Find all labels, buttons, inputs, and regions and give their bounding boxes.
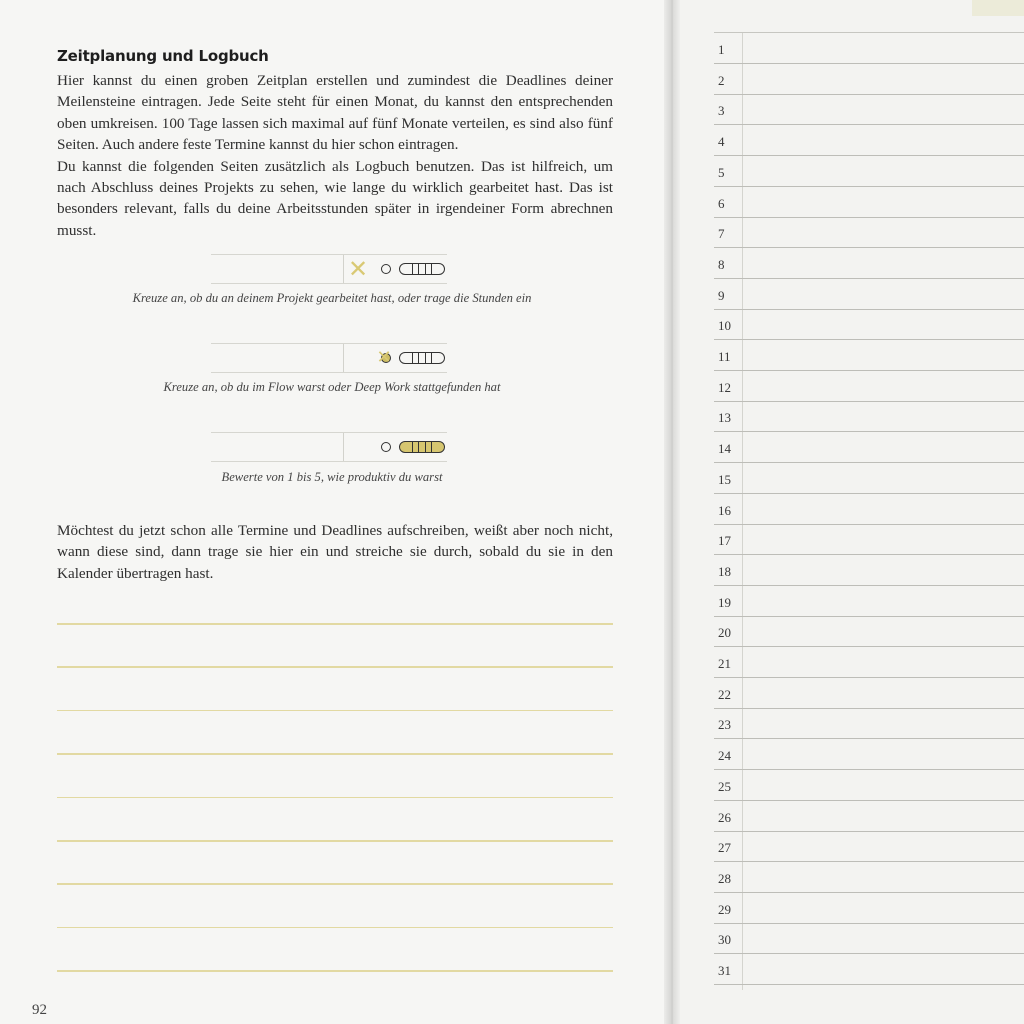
day-number: 29 bbox=[718, 901, 731, 917]
day-number: 28 bbox=[718, 870, 731, 886]
day-number: 10 bbox=[718, 318, 731, 334]
rating-scale-icon bbox=[399, 352, 445, 364]
calendar-day-row[interactable] bbox=[714, 65, 1024, 95]
calendar-day-row[interactable] bbox=[714, 464, 1024, 494]
calendar-day-row[interactable] bbox=[714, 341, 1024, 371]
example-rating bbox=[211, 432, 451, 462]
calendar-day-row[interactable] bbox=[714, 372, 1024, 402]
calendar-day-row[interactable] bbox=[714, 771, 1024, 801]
intro-text bbox=[57, 70, 613, 241]
calendar-day-row[interactable] bbox=[714, 863, 1024, 893]
day-number: 18 bbox=[718, 563, 731, 579]
cross-mark-icon: ✕ bbox=[376, 347, 392, 368]
rating-scale-icon bbox=[399, 263, 445, 275]
calendar-day-row[interactable] bbox=[714, 402, 1024, 432]
calendar-day-row[interactable] bbox=[714, 525, 1024, 555]
calendar-day-row[interactable] bbox=[714, 894, 1024, 924]
day-number: 1 bbox=[718, 42, 725, 57]
day-number: 27 bbox=[718, 840, 731, 856]
example-line bbox=[211, 372, 447, 373]
example-line bbox=[211, 343, 447, 344]
day-number: 31 bbox=[718, 963, 731, 978]
example-line bbox=[211, 283, 447, 284]
calendar-day-row[interactable] bbox=[714, 433, 1024, 463]
calendar-top-line bbox=[714, 32, 1024, 33]
intro-paragraph-1: Hier kannst du einen groben Zeitplan erstellen und zumindest die Deadlines deiner Meilensteine eintragen. Jede Seite steht für einen Monat, du kannst den entsprechenden oben umkreisen. 100 Tage lassen sich maximal auf fünf Monate verteilen, es sind also fünf Seiten. Auch andere feste Termine kannst du hier schon eintragen. bbox=[57, 72, 613, 154]
writing-line[interactable] bbox=[57, 710, 613, 712]
day-number: 4 bbox=[718, 134, 725, 150]
day-number: 14 bbox=[718, 441, 731, 457]
flow-circle-icon bbox=[381, 442, 391, 452]
writing-line[interactable] bbox=[57, 666, 613, 668]
example-divider bbox=[343, 344, 344, 372]
day-number: 13 bbox=[718, 410, 731, 426]
calendar-day-row[interactable] bbox=[714, 157, 1024, 187]
day-number: 20 bbox=[718, 625, 731, 641]
flow-circle-icon bbox=[381, 264, 391, 274]
calendar-day-row[interactable] bbox=[714, 709, 1024, 739]
day-number: 16 bbox=[718, 502, 731, 518]
example-line bbox=[211, 461, 447, 462]
calendar-day-row[interactable] bbox=[714, 495, 1024, 525]
example-flow bbox=[211, 343, 451, 373]
calendar-day-row[interactable] bbox=[714, 802, 1024, 832]
day-number: 3 bbox=[718, 103, 725, 119]
example-line bbox=[211, 254, 447, 255]
deadlines-text: Möchtest du jetzt schon alle Termine und Deadlines aufschreiben, weißt aber noch nicht, wann diese sind, dann trage sie hier ein und streiche sie durch, sobald du sie in den Kalender übertragen hast. bbox=[57, 522, 613, 582]
day-number: 24 bbox=[718, 748, 731, 764]
day-number: 8 bbox=[718, 256, 725, 272]
example-caption: Kreuze an, ob du an deinem Projekt gearbeitet hast, oder trage die Stunden ein bbox=[132, 291, 532, 305]
calendar-day-row[interactable] bbox=[714, 556, 1024, 586]
calendar-day-row[interactable] bbox=[714, 249, 1024, 279]
rating-scale-icon bbox=[399, 441, 445, 453]
day-number: 15 bbox=[718, 471, 731, 487]
calendar-day-row[interactable] bbox=[714, 587, 1024, 617]
calendar-day-row[interactable] bbox=[714, 924, 1024, 954]
writing-line[interactable] bbox=[57, 927, 613, 929]
writing-line[interactable] bbox=[57, 797, 613, 799]
calendar-day-row[interactable] bbox=[714, 310, 1024, 340]
calendar-day-row[interactable] bbox=[714, 126, 1024, 156]
book-gutter bbox=[664, 0, 680, 1024]
page-title: Zeitplanung und Logbuch bbox=[57, 47, 269, 65]
cross-mark-icon: ✕ bbox=[347, 255, 369, 283]
calendar-day-row[interactable] bbox=[714, 617, 1024, 647]
day-number: 30 bbox=[718, 932, 731, 948]
day-number: 25 bbox=[718, 778, 731, 794]
writing-line[interactable] bbox=[57, 623, 613, 625]
day-number: 12 bbox=[718, 379, 731, 395]
day-number: 2 bbox=[718, 72, 725, 88]
writing-line[interactable] bbox=[57, 840, 613, 842]
writing-line[interactable] bbox=[57, 970, 613, 972]
calendar-day-row[interactable] bbox=[714, 679, 1024, 709]
calendar-day-row[interactable] bbox=[714, 95, 1024, 125]
day-number: 5 bbox=[718, 164, 725, 180]
day-number: 21 bbox=[718, 656, 731, 671]
example-divider bbox=[343, 255, 344, 283]
day-number: 11 bbox=[718, 349, 731, 364]
writing-line[interactable] bbox=[57, 753, 613, 755]
example-line bbox=[211, 432, 447, 433]
writing-line[interactable] bbox=[57, 883, 613, 885]
calendar-day-row[interactable] bbox=[714, 955, 1024, 985]
calendar-day-row[interactable] bbox=[714, 188, 1024, 218]
day-number: 22 bbox=[718, 686, 731, 702]
calendar-day-row[interactable] bbox=[714, 34, 1024, 64]
day-number: 17 bbox=[718, 533, 731, 549]
day-number: 7 bbox=[718, 226, 725, 242]
example-caption: Kreuze an, ob du im Flow warst oder Deep Work stattgefunden hat bbox=[163, 380, 501, 394]
example-caption: Bewerte von 1 bis 5, wie produktiv du warst bbox=[221, 470, 443, 484]
calendar-day-row[interactable] bbox=[714, 280, 1024, 310]
calendar-day-row[interactable] bbox=[714, 832, 1024, 862]
calendar-day-row[interactable] bbox=[714, 218, 1024, 248]
day-line bbox=[714, 984, 1024, 985]
month-tab bbox=[972, 0, 1024, 16]
day-number: 6 bbox=[718, 195, 725, 211]
intro-paragraph-2: Du kannst die folgenden Seiten zusätzlich als Logbuch benutzen. Das ist hilfreich, um nach Abschluss deines Projekts zu sehen, wie lange du wirklich gearbeitet hast. Das ist besonders relevant, falls du deine Arbeitsstunden später in irgendeiner Form abrechnen musst. bbox=[57, 157, 613, 239]
day-number: 26 bbox=[718, 809, 731, 825]
day-number: 9 bbox=[718, 287, 725, 303]
calendar-day-row[interactable] bbox=[714, 648, 1024, 678]
day-number: 19 bbox=[718, 594, 731, 610]
day-number: 23 bbox=[718, 717, 731, 733]
example-worked bbox=[211, 254, 451, 284]
page-number: 92 bbox=[32, 1002, 47, 1018]
example-divider bbox=[343, 433, 344, 461]
calendar-day-row[interactable] bbox=[714, 740, 1024, 770]
